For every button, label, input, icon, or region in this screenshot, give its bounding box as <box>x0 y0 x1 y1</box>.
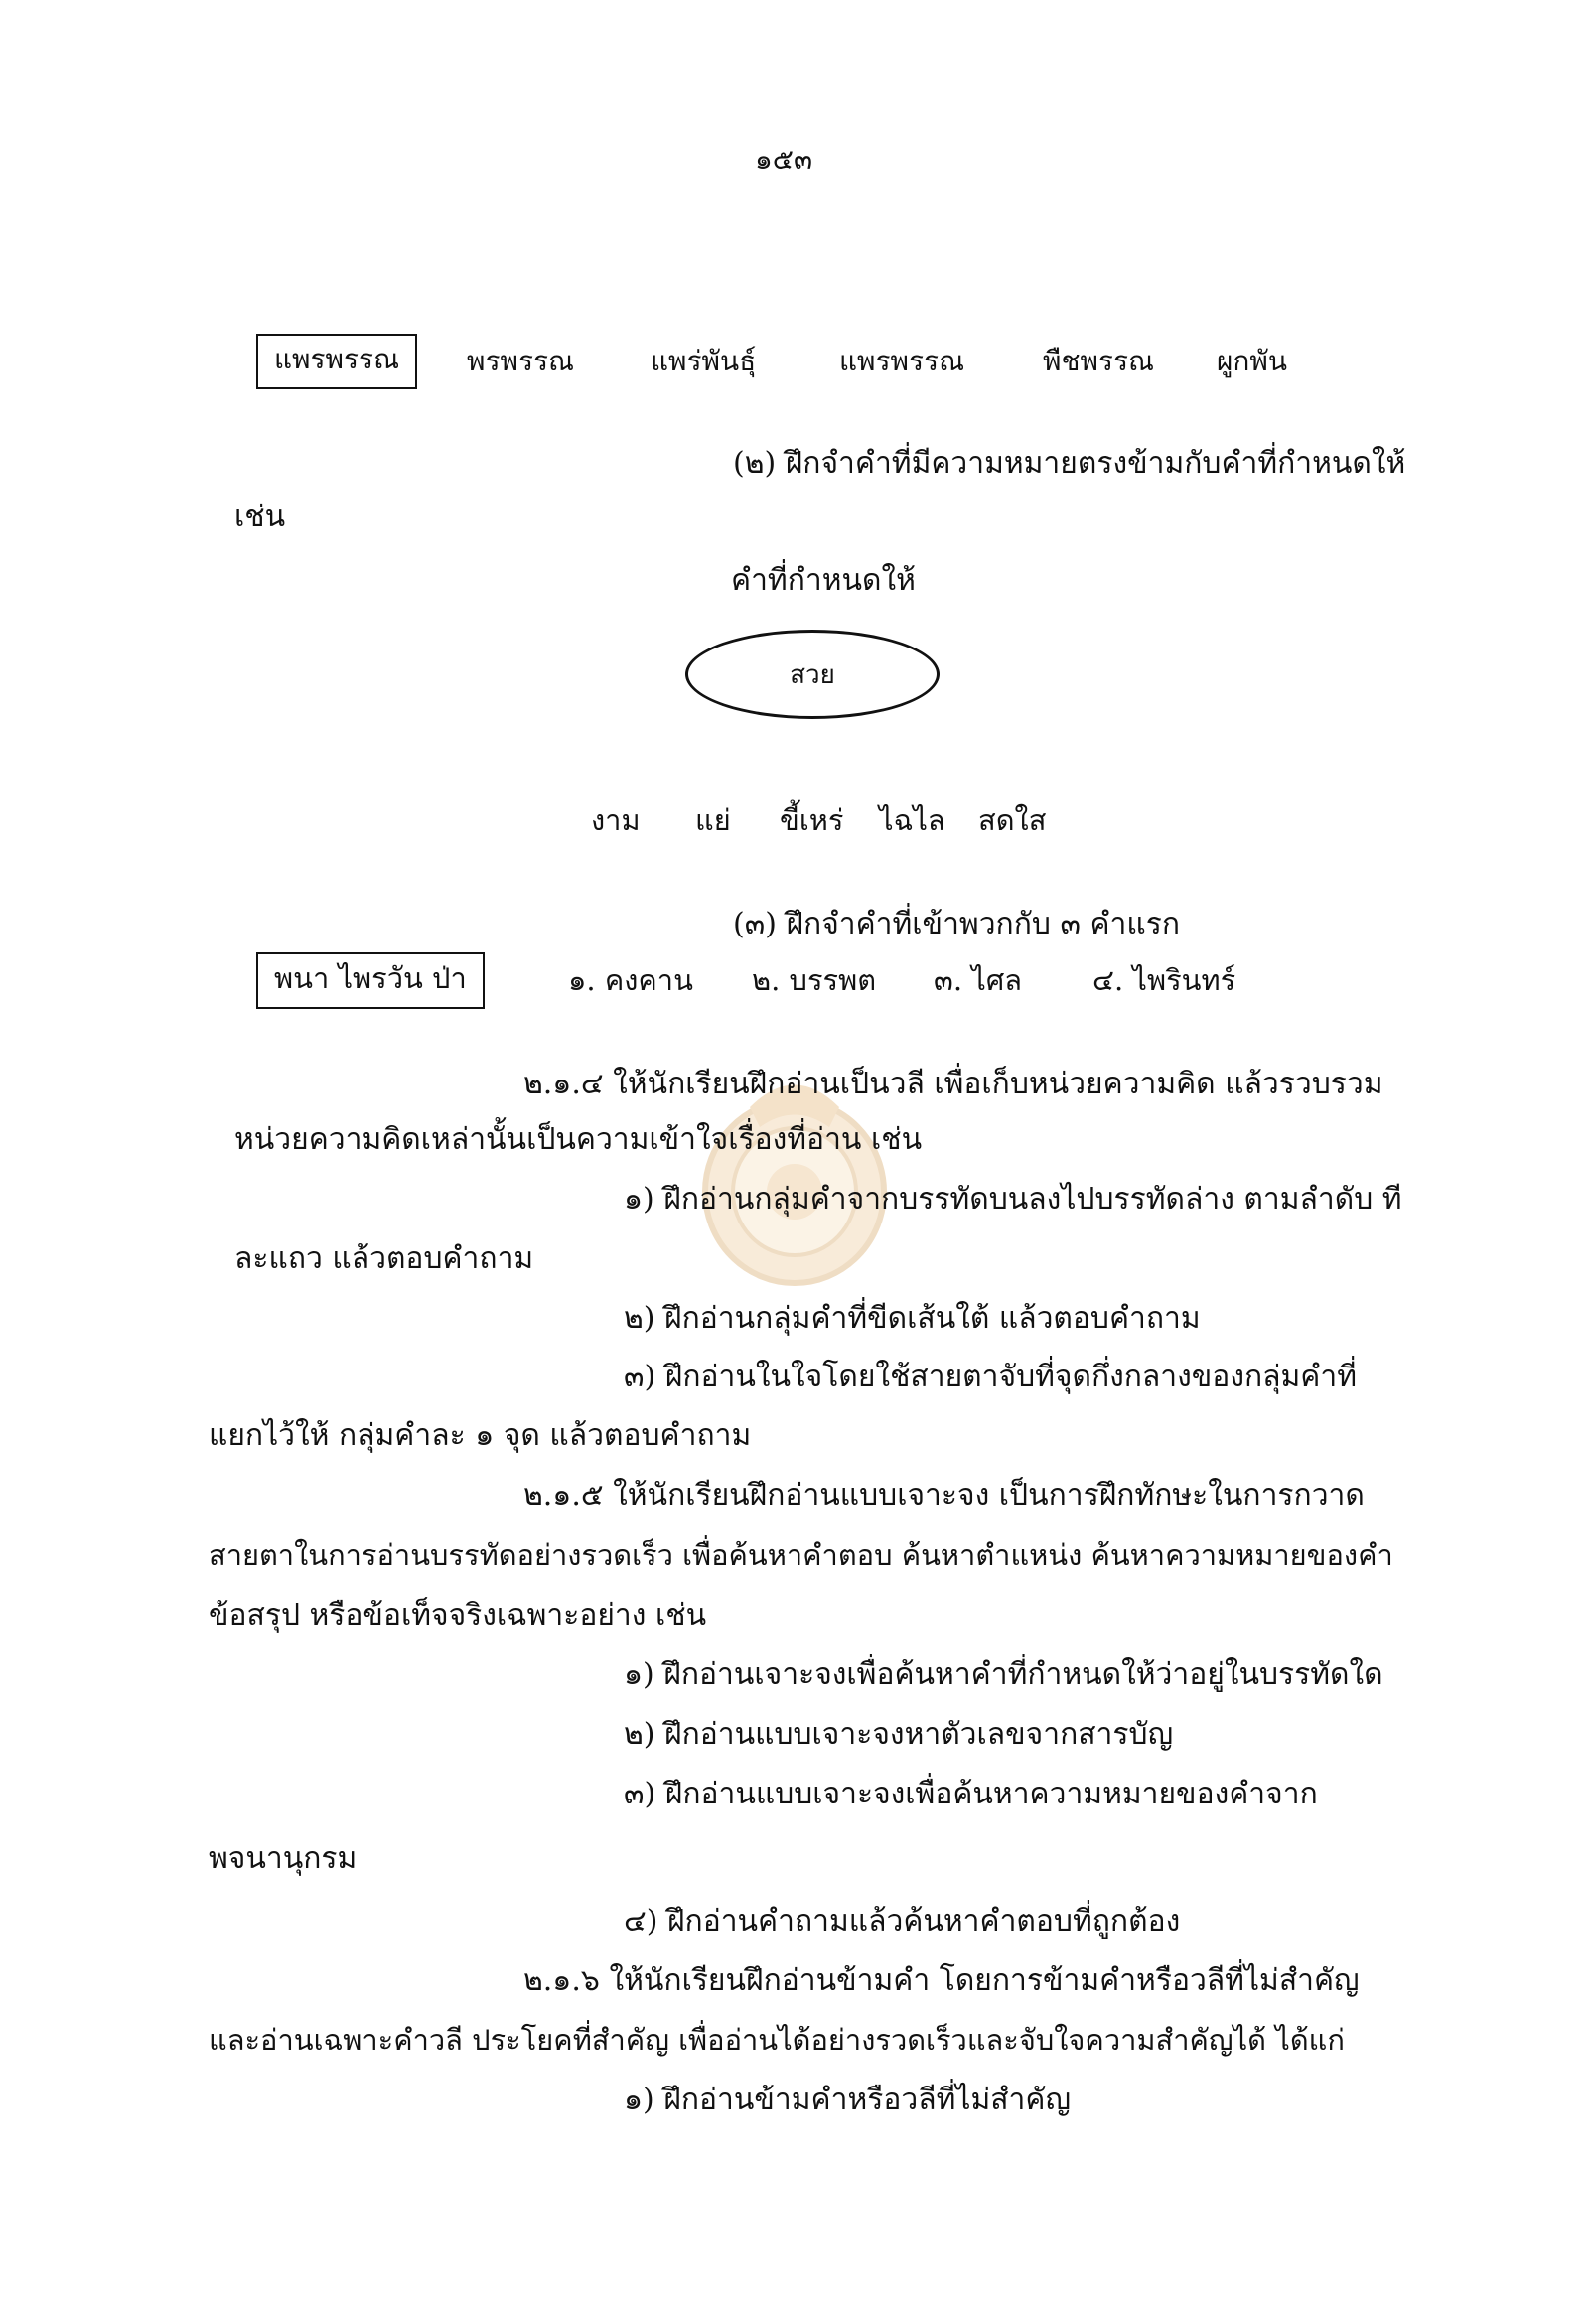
page-number: ๑๕๓ <box>755 143 813 176</box>
word-option: แพรพรรณ <box>839 345 965 377</box>
section-2-1-5-line1: ๒.๑.๕ ให้นักเรียนฝึกอ่านแบบเจาะจง เป็นการฝึกทักษะในการกวาด <box>523 1478 1365 1512</box>
section-2-1-5-item2: ๒) ฝึกอ่านแบบเจาะจงหาตัวเลขจากสารบัญ <box>624 1717 1174 1752</box>
antonym-option: ไฉไล <box>879 803 945 837</box>
section-2-1-5-line3: ข้อสรุป หรือข้อเท็จจริงเฉพาะอย่าง เช่น <box>209 1598 707 1633</box>
section-2-1-4-item2: ๒) ฝึกอ่านกลุ่มคำที่ขีดเส้นใต้ แล้วตอบคำถาม <box>624 1301 1201 1336</box>
section-2-1-4-item1-a: ๑) ฝึกอ่านกลุ่มคำจากบรรทัดบนลงไปบรรทัดล่าง ตามลำดับ ที <box>624 1182 1402 1217</box>
antonym-option: แย่ <box>695 803 731 837</box>
boxed-word: แพรพรรณ <box>256 334 417 389</box>
word-option: ผูกพัน <box>1217 345 1287 377</box>
section-2-1-5-item1: ๑) ฝึกอ่านเจาะจงเพื่อค้นหาคำที่กำหนดให้ว่าอยู่ในบรรทัดใด <box>624 1657 1383 1692</box>
antonym-option: สดใส <box>978 803 1047 837</box>
word-option: พรพรรณ <box>467 345 575 377</box>
given-word-oval <box>685 630 940 719</box>
section-2-1-5-item4: ๔) ฝึกอ่านคำถามแล้วค้นหาคำตอบที่ถูกต้อง <box>624 1904 1181 1939</box>
choice-option: ๑. คงคาน <box>568 963 693 997</box>
section-2-1-4-line1: ๒.๑.๔ ให้นักเรียนฝึกอ่านเป็นวลี เพื่อเก็บหน่วยความคิด แล้วรวบรวม <box>523 1067 1383 1101</box>
section-2-1-4-line2: หน่วยความคิดเหล่านั้นเป็นความเข้าใจเรื่องที่อ่าน เช่น <box>234 1122 923 1157</box>
given-word: สวย <box>790 659 835 690</box>
section-2-1-4-item3-b: แยกไว้ให้ กลุ่มคำละ ๑ จุด แล้วตอบคำถาม <box>209 1418 752 1453</box>
given-word-label: คำที่กำหนดให้ <box>731 563 916 598</box>
antonym-option: งาม <box>591 803 641 837</box>
antonym-option: ขี้เหร่ <box>780 803 844 837</box>
choice-option: ๔. ไพรินทร์ <box>1092 963 1236 997</box>
item-2-line2: เช่น <box>234 500 286 534</box>
item-2-line1: (๒) ฝึกจำคำที่มีความหมายตรงข้ามกับคำที่กำหนดให้ <box>733 446 1406 481</box>
section-2-1-4-item1-b: ละแถว แล้วตอบคำถาม <box>234 1241 534 1276</box>
item-3-line1: (๓) ฝึกจำคำที่เข้าพวกกับ ๓ คำแรก <box>733 907 1181 941</box>
word-option: พืชพรรณ <box>1043 345 1154 377</box>
section-2-1-6-line2: และอ่านเฉพาะคำวลี ประโยคที่สำคัญ เพื่ออ่านได้อย่างรวดเร็วและจับใจความสำคัญได้ ได้แก่ <box>209 2023 1345 2057</box>
choice-option: ๓. ไศล <box>934 963 1023 997</box>
word-option: แพร่พันธุ์ <box>651 345 757 377</box>
boxed-word-group: พนา ไพรวัน ป่า <box>256 952 485 1009</box>
section-2-1-5-item3-b: พจนานุกรม <box>209 1841 358 1876</box>
section-2-1-6-item1: ๑) ฝึกอ่านข้ามคำหรือวลีที่ไม่สำคัญ <box>624 2083 1071 2117</box>
section-2-1-5-line2: สายตาในการอ่านบรรทัดอย่างรวดเร็ว เพื่อค้นหาคำตอบ ค้นหาตำแหน่ง ค้นหาความหมายของคำ <box>209 1538 1393 1572</box>
section-2-1-6-line1: ๒.๑.๖ ให้นักเรียนฝึกอ่านข้ามคำ โดยการข้ามคำหรือวลีที่ไม่สำคัญ <box>523 1963 1360 1998</box>
section-2-1-4-item3-a: ๓) ฝึกอ่านในใจโดยใช้สายตาจับที่จุดกึ่งกลางของกลุ่มคำที่ <box>624 1360 1357 1394</box>
choice-option: ๒. บรรพต <box>752 963 877 997</box>
section-2-1-5-item3-a: ๓) ฝึกอ่านแบบเจาะจงเพื่อค้นหาความหมายของคำจาก <box>624 1777 1318 1811</box>
